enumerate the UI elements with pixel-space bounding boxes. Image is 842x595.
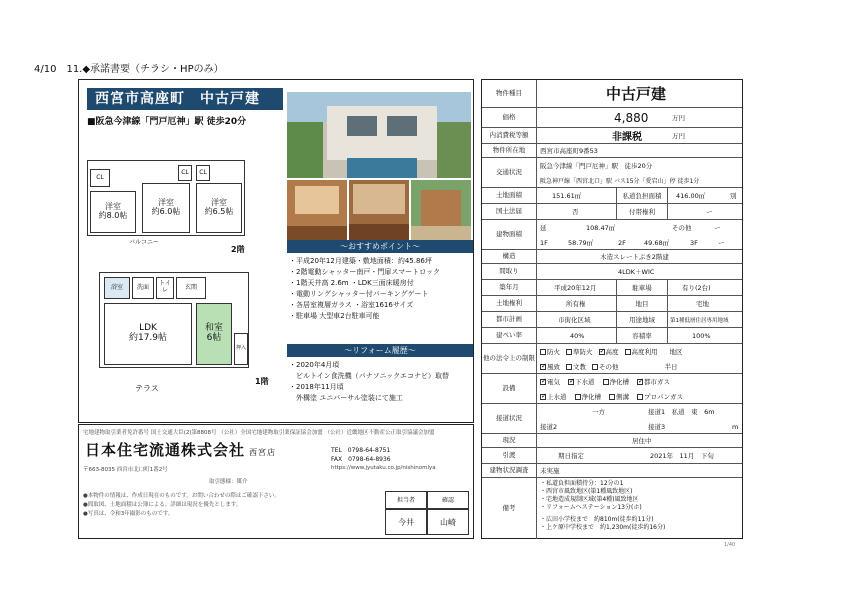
facility-list-2 [540, 389, 683, 404]
private-road-note: 別 [730, 192, 737, 200]
other-value: ー [714, 224, 721, 232]
label-inspection: 建物状況調査 [482, 464, 537, 477]
checkbox-icon [566, 364, 572, 370]
flyer-title: 西宮市高座町 中古戸建 [87, 88, 283, 110]
label-floor-area: 建物面積 [482, 220, 537, 249]
label-facility: 設備 [482, 374, 537, 403]
tax-value: 非課税 [612, 132, 642, 143]
row-tax [482, 128, 742, 144]
label-handover: 引渡 [482, 448, 537, 463]
address-value: 西宮市高座町9番53 [540, 147, 598, 155]
remark-item: ・宅地造成規制区域(第4種)風致地区 [540, 496, 639, 503]
row-inspection [482, 464, 742, 478]
checkbox-checked-icon [599, 349, 605, 355]
room-japanese: 和室 6帖 [196, 303, 232, 365]
agent-stamp: 今井 [385, 509, 427, 535]
road-3: 接道3 [648, 423, 666, 431]
checkbox-icon [540, 349, 546, 355]
structure-value: 木造スレートぶき2階建 [600, 253, 669, 261]
label-building-right: 付帯権利 [616, 204, 668, 219]
station-access: ■阪急今津線「門戸厄神」駅 徒歩20分 [87, 117, 247, 127]
floor-label-1f: 1階 [255, 377, 269, 386]
label-coverage: 建ぺい率 [482, 328, 537, 343]
f3-label: 3F [690, 238, 698, 247]
row-handover [482, 448, 742, 464]
tel-number: TEL 0798-64-8751 [331, 447, 391, 454]
built-value: 平成20年12月 [554, 284, 597, 292]
company-footer [78, 424, 474, 539]
room-2f-western-1: 洋室 約8.0帖 [90, 191, 136, 233]
transaction-type: 取引態様：媒介 [209, 479, 248, 485]
flyer [78, 79, 474, 423]
terrace-label: テラス [135, 384, 159, 393]
label-land-law: 国土法届 [482, 204, 537, 219]
land-area: 151.61㎡ [552, 192, 582, 200]
floor-label-2f: 2階 [231, 245, 245, 254]
facility-electric[interactable]: ✓電気 [540, 377, 560, 386]
far-value: 100% [692, 331, 711, 340]
room-2f-western-3: 洋室 約6.5帖 [196, 183, 242, 233]
branch-name: 西宮店 [249, 448, 277, 457]
road-type: 一方 [592, 408, 605, 416]
row-address [482, 144, 742, 158]
remark-item: ・私道負担面積持分：12分の1 [540, 480, 624, 487]
point-item: ・平成20年12月建築・敷地面積：約45.86坪 [289, 257, 432, 265]
land-type-value: 宅地 [696, 300, 709, 308]
page-header: 4/10 11.◆承諾書要（チラシ・HPのみ） [34, 64, 224, 75]
reform-history-heading: ～リフォーム履歴～ [287, 344, 473, 357]
parking-value: 有り(2台) [682, 284, 711, 292]
row-city-plan [482, 312, 742, 328]
label-transport: 交通状況 [482, 158, 537, 187]
checkbox-icon [603, 379, 609, 385]
recommend-points-heading: ～おすすめポイント～ [287, 240, 473, 253]
license-text: 宅地建物取引業者免許番号 国土交通大臣(2)第8808号 （公社）全国宅地建物取引業保証協会加盟 （公社）近畿地区不動産公正取引協議会加盟 [83, 430, 435, 436]
row-layout [482, 264, 742, 280]
property-detail-table [481, 79, 743, 539]
row-facility [482, 374, 742, 404]
label-address: 物件所在地 [482, 144, 537, 157]
reform-item: ビルトイン食洗機（パナソニックエコナビ）取替 [289, 372, 450, 380]
label-land: 土地面積 [482, 188, 537, 203]
checkbox-icon [609, 394, 615, 400]
checker-stamp: 山崎 [427, 509, 469, 535]
other-label: その他 [672, 224, 692, 232]
row-land [482, 188, 742, 204]
transport-1: 阪急今津線「門戸厄神」駅 徒歩20分 [540, 162, 653, 170]
note-1: ●本物件の情報は、作成日現在のものです。お問い合わせの際はご確認下さい。 [83, 493, 280, 499]
label-restriction: 他の法令上の制限 [482, 344, 537, 373]
company-address: 〒663-8035 西宮市北口町1番2号 [83, 467, 168, 473]
height-note: 地区 [669, 348, 683, 356]
checkbox-icon [592, 364, 598, 370]
tax-unit: 万円 [672, 132, 685, 140]
label-layout: 間取り [482, 264, 537, 279]
coverage-value: 40% [570, 331, 585, 340]
remark-item: ・広田小学校まで 約810m(徒歩約11分) [540, 516, 654, 523]
restriction-list-1 [540, 344, 683, 359]
checkbox-checked-icon [540, 364, 546, 370]
row-restriction [482, 344, 742, 374]
room-closet: 押入 [234, 333, 248, 365]
label-status: 現況 [482, 434, 537, 447]
label-built: 築年月 [482, 280, 537, 295]
restriction-height-use[interactable]: 高度利用 [625, 347, 658, 356]
checkbox-icon [637, 394, 643, 400]
interior-photo-1 [287, 180, 347, 246]
checkbox-icon [625, 349, 631, 355]
facility-gutter[interactable]: 側溝 [609, 392, 629, 401]
room-bath: 浴室 [104, 277, 130, 299]
floor-plan-2f [87, 160, 245, 236]
agent-label: 担当者 [385, 491, 427, 509]
room-ldk: LDK 約17.9帖 [104, 303, 192, 365]
building-right-value: ー [706, 208, 713, 216]
city-plan-value: 市街化区域 [558, 316, 591, 324]
checkbox-checked-icon [540, 379, 546, 385]
checkbox-checked-icon [568, 379, 574, 385]
restriction-fire[interactable]: 防火 [540, 347, 560, 356]
label-road: 接道状況 [482, 404, 537, 433]
label-remarks: 備考 [482, 478, 537, 539]
remark-item: ・リフォームへステーション13分(ホ) [540, 504, 642, 511]
checker-label: 確認 [427, 491, 469, 509]
restriction-other[interactable]: その他 [592, 362, 619, 371]
point-item: ・2階電動シャッター南戸・門扉スマートロック [289, 268, 441, 276]
reform-item: ・2020年4月頃 [289, 361, 340, 369]
balcony-label: バルコニー [129, 239, 160, 246]
label-tax: 内消費税等額 [482, 128, 537, 143]
status-value: 居住中 [632, 437, 652, 445]
room-2f-western-2: 洋室 約6.0帖 [142, 183, 190, 233]
private-road-area: 416.00㎡ [676, 192, 706, 200]
handover-value: 期日指定 [558, 452, 584, 460]
restriction-education[interactable]: 文教 [566, 362, 586, 371]
note-3: ●写真は、令和3年撮影のものです。 [83, 511, 174, 517]
price-value: 4,880 [614, 110, 649, 125]
label-structure: 構造 [482, 250, 537, 263]
f1-label: 1F [540, 238, 548, 247]
facility-list-1 [540, 374, 670, 389]
fax-number: FAX 0798-64-8936 [331, 456, 391, 463]
row-property-type [482, 80, 742, 108]
height-note-2: 半日 [664, 363, 678, 371]
label-far: 容積率 [616, 328, 668, 343]
point-item: ・各居室複層ガラス ・浴室1616サイズ [289, 301, 414, 309]
checkbox-checked-icon [540, 394, 546, 400]
checkbox-checked-icon [637, 379, 643, 385]
checkbox-icon [575, 394, 581, 400]
row-price [482, 108, 742, 128]
facility-septic[interactable]: 浄化槽 [603, 377, 630, 386]
row-transport [482, 158, 742, 188]
layout-value: 4LDK＋WIC [618, 268, 655, 276]
label-city-plan: 都市計画 [482, 312, 537, 327]
road-2: 接道2 [540, 423, 558, 431]
label-parking: 駐車場 [616, 280, 668, 295]
restriction-semi-fire[interactable]: 準防火 [566, 347, 593, 356]
rights-value: 所有権 [566, 300, 586, 308]
exterior-photo [287, 92, 471, 178]
label-zoning: 用途地域 [616, 312, 668, 327]
point-item: ・駐車場 大型車2台駐車可能 [289, 312, 380, 320]
row-status [482, 434, 742, 448]
page-number: 1/40 [724, 542, 736, 548]
row-rights [482, 296, 742, 312]
road-1: 接道1 私道 東 6m [648, 408, 715, 416]
checkbox-icon [566, 349, 572, 355]
facility-septic-2[interactable]: 浄化槽 [575, 392, 602, 401]
row-coverage [482, 328, 742, 344]
room-entrance: 玄関 [176, 277, 206, 299]
closet-3: CL [196, 165, 210, 181]
label-property-type: 物件種目 [482, 80, 537, 107]
property-type: 中古戸建 [606, 85, 667, 103]
reform-item: 外構塗 ユニバーサル塗装にて施工 [289, 394, 403, 402]
row-floor-area [482, 220, 742, 250]
row-built [482, 280, 742, 296]
facility-propane[interactable]: プロパンガス [637, 392, 683, 401]
row-structure [482, 250, 742, 264]
point-item: ・電動リングシャッター付パーキングゲート [289, 290, 429, 298]
f2-area: 49.68㎡ [644, 239, 670, 247]
reform-item: ・2018年11月頃 [289, 383, 344, 391]
company-url[interactable]: https://www.jyutaku.co.jp/nishinomiya [331, 465, 436, 471]
label-land-type: 地目 [616, 296, 668, 311]
company-name [85, 439, 276, 460]
zoning-value: 第1種低層住居専用地域 [670, 317, 729, 324]
row-land-law [482, 204, 742, 220]
facility-water[interactable]: ✓上水道 [540, 392, 567, 401]
interior-photo-2 [349, 180, 409, 246]
room-toilet: トイレ [156, 277, 174, 299]
total-label: 延 [540, 224, 547, 232]
row-road [482, 404, 742, 434]
road-unit: m [732, 422, 739, 431]
restriction-list-2 [540, 359, 678, 374]
facility-city-gas[interactable]: ✓ 都市ガス [637, 377, 670, 386]
restriction-scenic[interactable]: ✓風致 [540, 362, 560, 371]
label-rights: 土地権利 [482, 296, 537, 311]
label-private-road: 私道負担面積 [616, 188, 668, 203]
remark-item: ・西宮市風致地区(第1種風致地区) [540, 488, 633, 495]
restriction-height[interactable]: ✓ 高度 [599, 347, 619, 356]
total-area: 108.47㎡ [586, 224, 616, 232]
closet-1: CL [90, 169, 110, 187]
remarks-list [540, 480, 665, 532]
inspection-value: 未実施 [540, 467, 560, 475]
f1-area: 58.79㎡ [568, 239, 594, 247]
room-washroom: 洗面 [132, 277, 154, 299]
land-law-value: 否 [572, 208, 579, 216]
reform-history [289, 360, 449, 404]
row-remarks [482, 478, 742, 539]
note-2: ●間取図、土地面積は公簿による。詳細は現況を優先とします。 [83, 502, 242, 508]
label-price: 価格 [482, 108, 537, 127]
f3-area: ー [718, 239, 725, 247]
floor-plan-1f [99, 272, 249, 368]
facility-sewer[interactable]: ✓ 下水道 [568, 377, 595, 386]
point-item: ・1階天井高 2.6m ・LDK三面床暖房付 [289, 279, 414, 287]
handover-date: 2021年 11月 下旬 [650, 452, 714, 460]
f2-label: 2F [618, 238, 626, 247]
recommend-points [289, 256, 440, 322]
transport-2: 阪急神戸線「西宮北口」駅 バス15分「愛宕山」停 徒歩1分 [540, 178, 700, 185]
company-name-text: 日本住宅流通株式会社 [85, 441, 246, 459]
remark-item: ・上ケ原中学校まで 約1,230m(徒歩約16分) [540, 524, 666, 531]
price-unit: 万円 [672, 114, 685, 122]
terrace-photo [411, 180, 471, 246]
closet-2: CL [178, 165, 192, 181]
